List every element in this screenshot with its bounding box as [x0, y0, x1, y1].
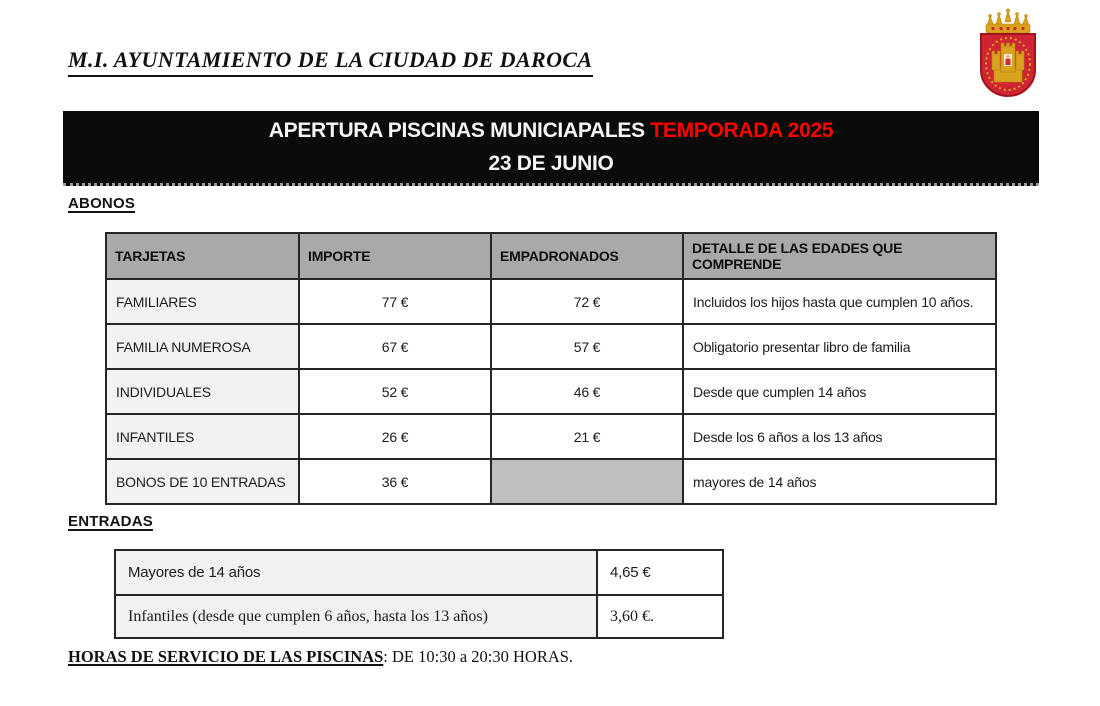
abonos-table	[105, 232, 997, 505]
announcement-banner	[63, 111, 1039, 186]
daroca-crest-icon	[977, 8, 1039, 101]
banner-title-white: APERTURA PISCINAS MUNICIAPALES	[268, 118, 651, 142]
cell-tarjeta: FAMILIARES	[106, 279, 299, 324]
cell-tarjeta: FAMILIA NUMEROSA	[106, 324, 299, 369]
cell-importe: 52 €	[299, 369, 491, 414]
table-row-individuales	[106, 369, 996, 414]
column-header-tarjetas: TARJETAS	[106, 233, 299, 279]
cell-tarjeta: INDIVIDUALES	[106, 369, 299, 414]
abonos-heading: ABONOS	[68, 195, 136, 212]
cell-detalle: Obligatorio presentar libro de familia	[683, 324, 996, 369]
cell-concepto: Mayores de 14 años	[115, 550, 597, 595]
service-hours-line	[68, 647, 573, 667]
column-header-detalle: DETALLE DE LAS EDADES QUE COMPRENDE	[683, 233, 996, 279]
table-row-infantiles	[106, 414, 996, 459]
cell-tarjeta: BONOS DE 10 ENTRADAS	[106, 459, 299, 504]
cell-concepto: Infantiles (desde que cumplen 6 años, hasta los 13 años)	[115, 595, 597, 638]
cell-precio: 4,65 €	[597, 550, 723, 595]
cell-empadronados: 21 €	[491, 414, 683, 459]
cell-precio: 3,60 €.	[597, 595, 723, 638]
column-header-empadronados: EMPADRONADOS	[491, 233, 683, 279]
cell-detalle: Desde que cumplen 14 años	[683, 369, 996, 414]
cell-importe: 77 €	[299, 279, 491, 324]
column-header-importe: IMPORTE	[299, 233, 491, 279]
table-row-infantiles-entrada	[115, 595, 723, 638]
service-hours-label: HORAS DE SERVICIO DE LAS PISCINAS	[68, 647, 384, 666]
cell-importe: 26 €	[299, 414, 491, 459]
banner-title-red: TEMPORADA 2025	[650, 118, 834, 142]
cell-empadronados: 72 €	[491, 279, 683, 324]
cell-empadronados: 46 €	[491, 369, 683, 414]
cell-empadronados: 57 €	[491, 324, 683, 369]
cell-detalle: mayores de 14 años	[683, 459, 996, 504]
entradas-table	[114, 549, 724, 639]
entradas-heading: ENTRADAS	[68, 513, 153, 530]
cell-tarjeta: INFANTILES	[106, 414, 299, 459]
cell-detalle: Desde los 6 años a los 13 años	[683, 414, 996, 459]
table-row-familia-numerosa	[106, 324, 996, 369]
banner-date: 23 DE JUNIO	[488, 151, 614, 175]
service-hours-value: : DE 10:30 a 20:30 HORAS.	[383, 647, 574, 666]
table-row-familiares	[106, 279, 996, 324]
cell-empadronados-shaded	[491, 459, 683, 504]
cell-detalle: Incluidos los hijos hasta que cumplen 10 años.	[683, 279, 996, 324]
page-title: M.I. AYUNTAMIENTO DE LA CIUDAD DE DAROCA	[68, 47, 593, 77]
table-row-mayores	[115, 550, 723, 595]
cell-importe: 67 €	[299, 324, 491, 369]
table-row-bonos	[106, 459, 996, 504]
abonos-header-row	[106, 233, 996, 279]
banner-title	[269, 119, 833, 143]
cell-importe: 36 €	[299, 459, 491, 504]
